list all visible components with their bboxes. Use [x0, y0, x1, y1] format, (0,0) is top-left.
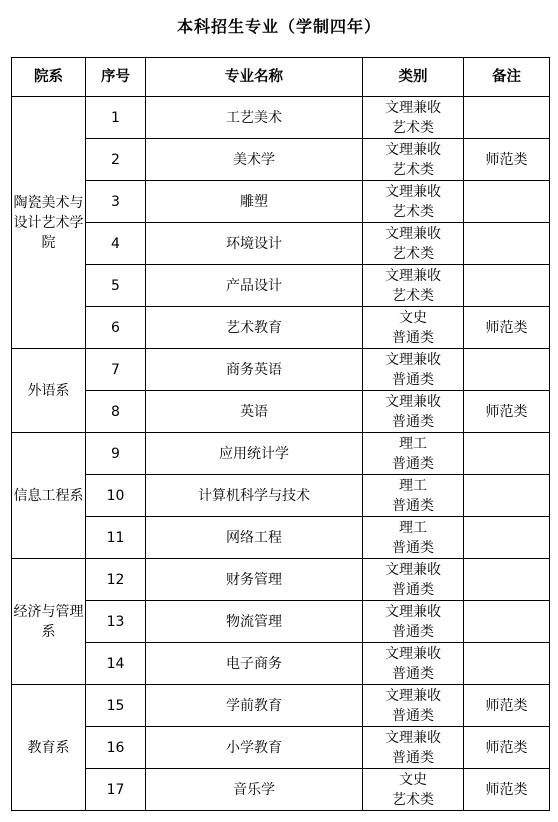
- major-name-cell: 网络工程: [146, 517, 363, 559]
- note-cell: [464, 433, 550, 475]
- table-row: [12, 307, 550, 349]
- major-name-cell: 产品设计: [146, 265, 363, 307]
- dept-cell: 信息工程系: [12, 433, 86, 559]
- category-cell: 文史 艺术类: [363, 769, 464, 811]
- major-name-cell: 商务英语: [146, 349, 363, 391]
- seq-cell: 15: [86, 685, 146, 727]
- category-cell: 文理兼收 艺术类: [363, 265, 464, 307]
- major-name-cell: 音乐学: [146, 769, 363, 811]
- seq-cell: 2: [86, 139, 146, 181]
- seq-cell: 8: [86, 391, 146, 433]
- seq-cell: 10: [86, 475, 146, 517]
- dept-cell: 教育系: [12, 685, 86, 811]
- dept-cell: 经济与管理系: [12, 559, 86, 685]
- note-cell: 师范类: [464, 139, 550, 181]
- table-row: [12, 727, 550, 769]
- table-row: [12, 391, 550, 433]
- table-row: [12, 223, 550, 265]
- major-name-cell: 环境设计: [146, 223, 363, 265]
- table-row: [12, 517, 550, 559]
- note-cell: [464, 643, 550, 685]
- major-name-cell: 物流管理: [146, 601, 363, 643]
- seq-cell: 13: [86, 601, 146, 643]
- seq-cell: 17: [86, 769, 146, 811]
- table-row: [12, 643, 550, 685]
- table-row: [12, 475, 550, 517]
- header-dept: 院系: [12, 58, 86, 97]
- majors-table: [11, 57, 550, 811]
- category-cell: 文理兼收 普通类: [363, 601, 464, 643]
- category-cell: 理工 普通类: [363, 517, 464, 559]
- seq-cell: 14: [86, 643, 146, 685]
- note-cell: [464, 475, 550, 517]
- table-row: [12, 349, 550, 391]
- category-cell: 文理兼收 普通类: [363, 643, 464, 685]
- seq-cell: 4: [86, 223, 146, 265]
- table-row: [12, 139, 550, 181]
- category-cell: 文理兼收 艺术类: [363, 223, 464, 265]
- seq-cell: 11: [86, 517, 146, 559]
- major-name-cell: 应用统计学: [146, 433, 363, 475]
- seq-cell: 9: [86, 433, 146, 475]
- major-name-cell: 财务管理: [146, 559, 363, 601]
- note-cell: 师范类: [464, 685, 550, 727]
- category-cell: 文理兼收 普通类: [363, 391, 464, 433]
- category-cell: 文理兼收 普通类: [363, 559, 464, 601]
- note-cell: [464, 517, 550, 559]
- note-cell: [464, 601, 550, 643]
- table-row: [12, 559, 550, 601]
- seq-cell: 7: [86, 349, 146, 391]
- seq-cell: 3: [86, 181, 146, 223]
- header-note: 备注: [464, 58, 550, 97]
- major-name-cell: 学前教育: [146, 685, 363, 727]
- note-cell: [464, 559, 550, 601]
- dept-cell: 陶瓷美术与设计艺术学院: [12, 97, 86, 349]
- note-cell: 师范类: [464, 391, 550, 433]
- major-name-cell: 计算机科学与技术: [146, 475, 363, 517]
- seq-cell: 12: [86, 559, 146, 601]
- category-cell: 文理兼收 普通类: [363, 349, 464, 391]
- seq-cell: 16: [86, 727, 146, 769]
- table-row: [12, 433, 550, 475]
- dept-cell: 外语系: [12, 349, 86, 433]
- page-title: 本科招生专业（学制四年）: [176, 17, 381, 36]
- major-name-cell: 小学教育: [146, 727, 363, 769]
- category-cell: 文理兼收 艺术类: [363, 139, 464, 181]
- note-cell: 师范类: [464, 769, 550, 811]
- category-cell: 文史 普通类: [363, 307, 464, 349]
- major-name-cell: 雕塑: [146, 181, 363, 223]
- seq-cell: 1: [86, 97, 146, 139]
- table-row: [12, 685, 550, 727]
- major-name-cell: 电子商务: [146, 643, 363, 685]
- header-name: 专业名称: [146, 58, 363, 97]
- table-row: [12, 265, 550, 307]
- major-name-cell: 美术学: [146, 139, 363, 181]
- table-row: [12, 97, 550, 139]
- major-name-cell: 工艺美术: [146, 97, 363, 139]
- note-cell: [464, 181, 550, 223]
- note-cell: 师范类: [464, 727, 550, 769]
- category-cell: 文理兼收 普通类: [363, 727, 464, 769]
- note-cell: [464, 223, 550, 265]
- major-name-cell: 艺术教育: [146, 307, 363, 349]
- category-cell: 理工 普通类: [363, 475, 464, 517]
- seq-cell: 5: [86, 265, 146, 307]
- category-cell: 理工 普通类: [363, 433, 464, 475]
- note-cell: [464, 265, 550, 307]
- header-category: 类别: [363, 58, 464, 97]
- table-row: [12, 769, 550, 811]
- table-row: [12, 181, 550, 223]
- category-cell: 文理兼收 普通类: [363, 685, 464, 727]
- table-row: [12, 601, 550, 643]
- major-name-cell: 英语: [146, 391, 363, 433]
- header-seq: 序号: [86, 58, 146, 97]
- note-cell: [464, 349, 550, 391]
- seq-cell: 6: [86, 307, 146, 349]
- note-cell: [464, 97, 550, 139]
- table-header-row: [12, 58, 550, 97]
- category-cell: 文理兼收 艺术类: [363, 97, 464, 139]
- note-cell: 师范类: [464, 307, 550, 349]
- category-cell: 文理兼收 艺术类: [363, 181, 464, 223]
